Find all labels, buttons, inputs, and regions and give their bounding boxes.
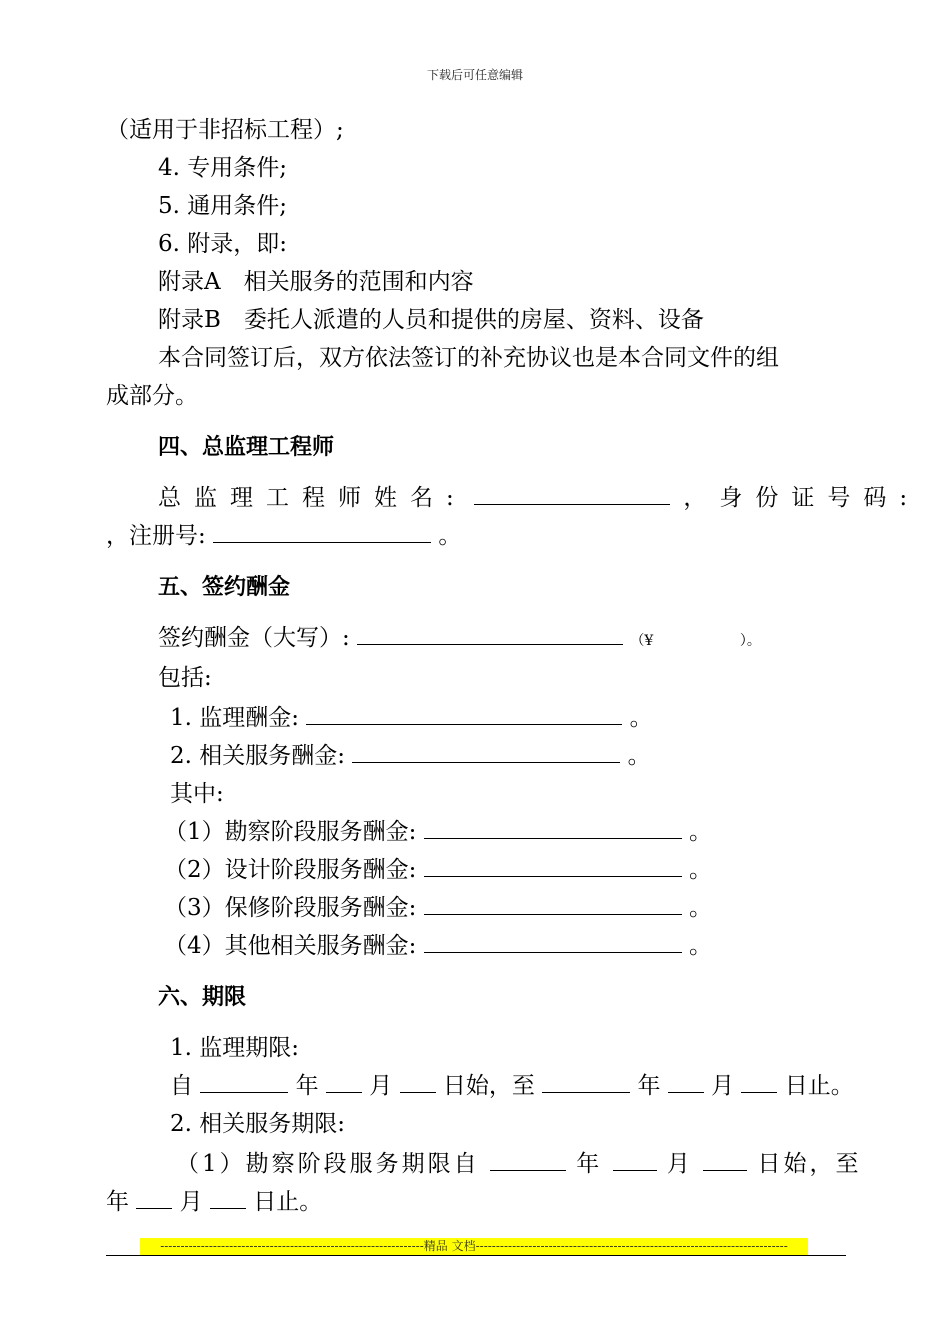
- chief-id-label: ，身份证号码:: [683, 485, 921, 511]
- fee-row: [158, 622, 761, 657]
- survey-term-label: （1）勘察阶段服务期限自: [176, 1151, 480, 1177]
- section-heading-chief-engineer: 四、总监理工程师: [158, 435, 335, 460]
- survey-start-month-blank[interactable]: [613, 1148, 657, 1171]
- design-fee-period: 。: [689, 857, 713, 883]
- footer-dashes-left: -----------------------------------------------------------------: [160, 1239, 424, 1253]
- footer-dashes-right: -----------------------------------------------------------------------------: [475, 1239, 788, 1253]
- fee-close: ）。: [739, 633, 761, 649]
- related-fee-blank[interactable]: [352, 740, 620, 763]
- end-month-blank[interactable]: [668, 1070, 704, 1093]
- warranty-fee-period: 。: [689, 895, 713, 921]
- registration-row: [106, 520, 461, 552]
- fee-words-blank[interactable]: [357, 622, 623, 645]
- footer-label: 精品 文档: [423, 1239, 476, 1253]
- survey-end-year-label: 年: [106, 1189, 129, 1215]
- survey-end-day-blank[interactable]: [210, 1186, 246, 1209]
- item-general-conditions: 5. 通用条件;: [158, 193, 288, 219]
- supplement-paragraph-end: 成部分。: [106, 383, 198, 409]
- day-start-label: 日始，至: [442, 1073, 535, 1099]
- warranty-fee-blank[interactable]: [424, 892, 682, 915]
- survey-end-month-blank[interactable]: [136, 1186, 172, 1209]
- survey-term-row: [176, 1148, 862, 1180]
- start-day-blank[interactable]: [400, 1070, 436, 1093]
- other-fee-blank[interactable]: [424, 930, 682, 953]
- start-month-blank[interactable]: [326, 1070, 362, 1093]
- supervision-term-label: 1. 监理期限:: [170, 1035, 300, 1061]
- supervision-fee-blank[interactable]: [306, 702, 622, 725]
- registration-blank[interactable]: [213, 520, 431, 543]
- end-day-blank[interactable]: [741, 1070, 777, 1093]
- item-appendix: 6. 附录，即:: [158, 231, 288, 257]
- footer-band: [140, 1238, 808, 1255]
- fee-label: 签约酬金（大写）:: [158, 625, 350, 651]
- section-heading-fee: 五、签约酬金: [158, 575, 291, 600]
- month-label: 月: [369, 1073, 393, 1099]
- from-label: 自: [170, 1073, 193, 1099]
- other-fee-row: [164, 930, 712, 962]
- appendix-b: 附录B 委托人派遣的人员和提供的房屋、资料、设备: [158, 307, 704, 333]
- related-fee-row: [170, 740, 651, 772]
- page-header: 下载后可任意编辑: [426, 68, 523, 82]
- survey-start-year-blank[interactable]: [490, 1148, 566, 1171]
- survey-month-label: 月: [666, 1151, 693, 1177]
- include-label: 包括:: [158, 665, 212, 691]
- item-special-conditions: 4. 专用条件;: [158, 155, 288, 181]
- supervision-term-row: [170, 1070, 854, 1102]
- footer-rule: [106, 1255, 846, 1256]
- section-heading-term: 六、期限: [158, 985, 247, 1010]
- chief-name-row: [158, 482, 920, 514]
- survey-term-end-row: [106, 1186, 322, 1218]
- related-term-label: 2. 相关服务期限:: [170, 1111, 346, 1137]
- survey-year-label: 年: [576, 1151, 603, 1177]
- survey-end-month-label: 月: [179, 1189, 203, 1215]
- related-fee-label: 2. 相关服务酬金:: [170, 743, 346, 769]
- start-year-blank[interactable]: [200, 1070, 288, 1093]
- applicable-note: （适用于非招标工程）;: [106, 117, 344, 143]
- warranty-fee-row: [164, 892, 712, 924]
- chief-name-blank[interactable]: [474, 482, 670, 505]
- survey-day-start-label: 日始，至: [757, 1151, 862, 1177]
- day-end-label: 日止。: [784, 1073, 854, 1099]
- other-fee-period: 。: [689, 933, 713, 959]
- end-year-blank[interactable]: [542, 1070, 630, 1093]
- end-year-label: 年: [637, 1073, 661, 1099]
- survey-start-day-blank[interactable]: [703, 1148, 747, 1171]
- end-month-label: 月: [711, 1073, 735, 1099]
- design-fee-row: [164, 854, 712, 886]
- year-label: 年: [295, 1073, 319, 1099]
- design-fee-blank[interactable]: [424, 854, 682, 877]
- supplement-paragraph: 本合同签订后，双方依法签订的补充协议也是本合同文件的组: [158, 345, 779, 371]
- survey-fee-row: [164, 816, 712, 848]
- appendix-a: 附录A 相关服务的范围和内容: [158, 269, 474, 295]
- supervision-fee-label: 1. 监理酬金:: [170, 705, 300, 731]
- related-fee-period: 。: [627, 743, 651, 769]
- registration-label: ，注册号:: [106, 523, 206, 549]
- warranty-fee-label: （3）保修阶段服务酬金:: [164, 895, 417, 921]
- survey-fee-blank[interactable]: [424, 816, 682, 839]
- design-fee-label: （2）设计阶段服务酬金:: [164, 857, 417, 883]
- among-label: 其中:: [170, 781, 224, 807]
- other-fee-label: （4）其他相关服务酬金:: [164, 933, 417, 959]
- chief-name-label: 总监理工程师姓名:: [158, 485, 467, 511]
- fee-yen-label: （¥: [630, 633, 654, 649]
- survey-fee-period: 。: [689, 819, 713, 845]
- survey-fee-label: （1）勘察阶段服务酬金:: [164, 819, 417, 845]
- supervision-fee-row: [170, 702, 653, 734]
- survey-end-day-label: 日止。: [253, 1189, 323, 1215]
- registration-period: 。: [438, 523, 462, 549]
- supervision-fee-period: 。: [629, 705, 653, 731]
